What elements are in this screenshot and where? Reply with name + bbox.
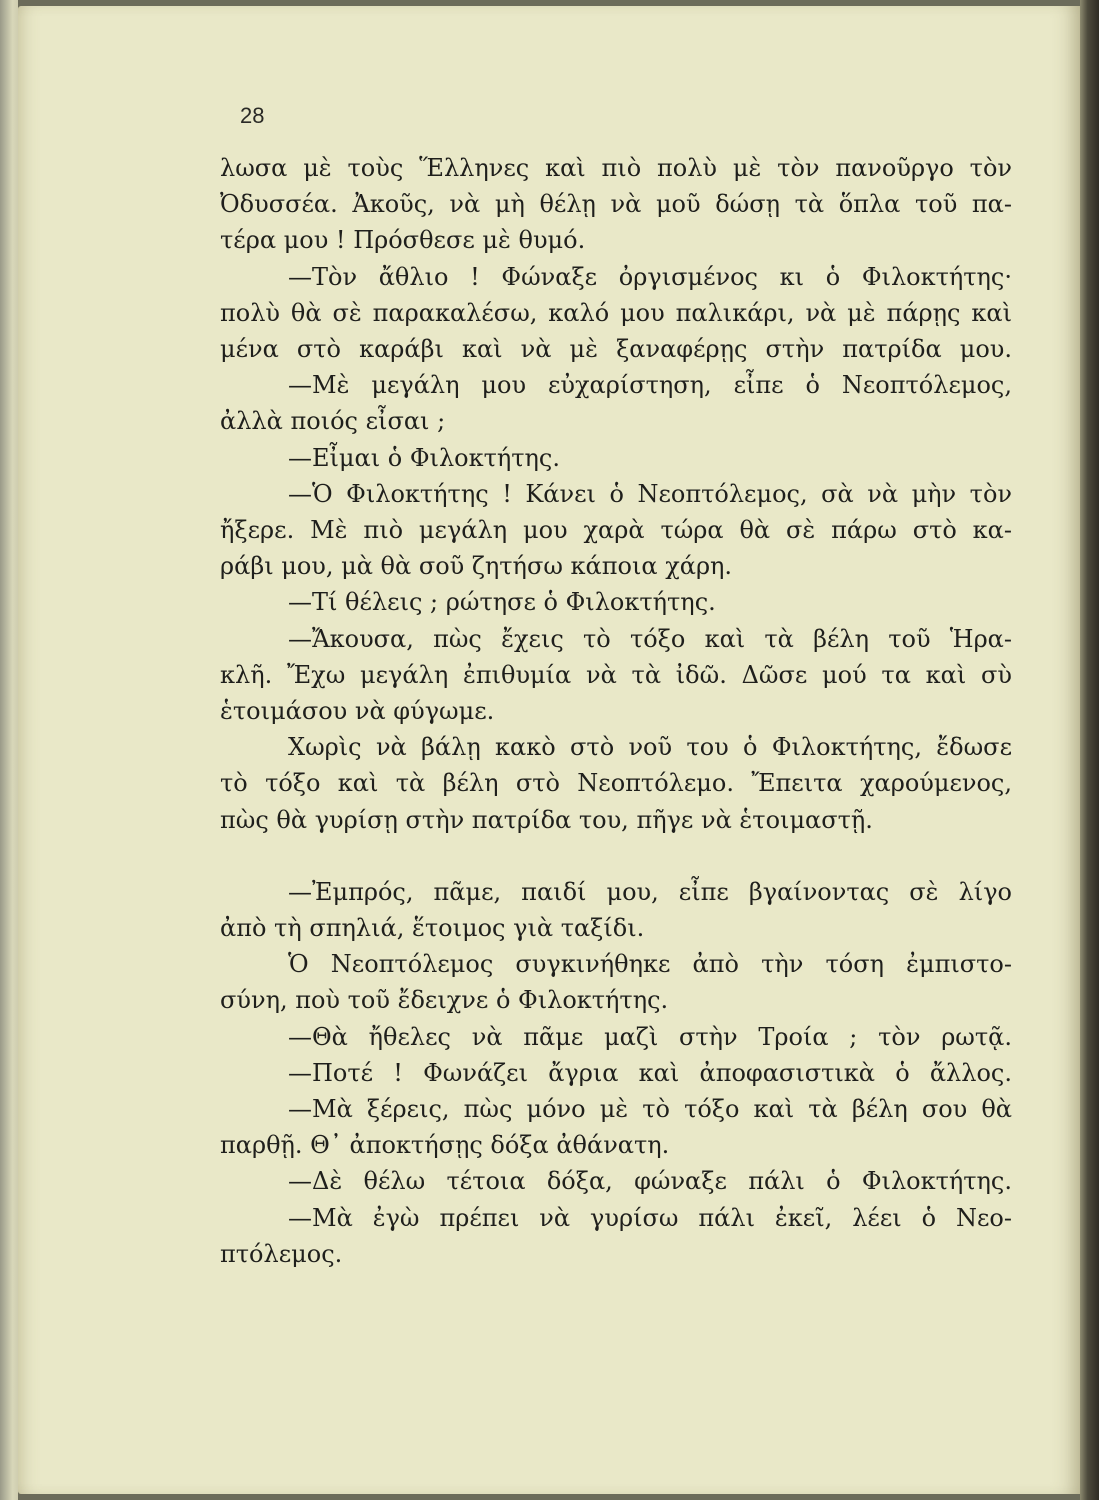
- book-spine-edge: [1080, 0, 1099, 1500]
- text-line: —Τί θέλεις ; ρώτησε ὁ Φιλοκτήτης.: [288, 588, 716, 617]
- text-line: σύνη, ποὺ τοῦ ἔδειχνε ὁ Φιλοκτήτης.: [220, 986, 669, 1015]
- text-line: ἀλλὰ ποιός εἶσαι ;: [220, 407, 446, 436]
- text-line: —Θὰ ἤθελες νὰ πᾶμε μαζὶ στὴν Τροία ; τὸν ρωτᾷ.: [288, 1022, 1012, 1051]
- text-line: μένα στὸ καράβι καὶ νὰ μὲ ξαναφέρῃς στὴν πατρίδα μου.: [220, 335, 1012, 364]
- text-line: πολὺ θὰ σὲ παρακαλέσω, καλό μου παλικάρι, νὰ μὲ πάρῃς καὶ: [220, 298, 1012, 327]
- text-line: Χωρὶς νὰ βάλῃ κακὸ στὸ νοῦ του ὁ Φιλοκτήτης, ἔδωσε: [288, 733, 1012, 762]
- text-line: —Ἄκουσα, πὼς ἔχεις τὸ τόξο καὶ τὰ βέλη τοῦ Ἡρα-: [288, 624, 1012, 653]
- section-gap: [220, 838, 1012, 874]
- text-line: ράβι μου, μὰ θὰ σοῦ ζητήσω κάποια χάρη.: [220, 552, 733, 581]
- body-text: [220, 150, 1012, 1272]
- text-line: λωσα μὲ τοὺς Ἕλληνες καὶ πιὸ πολὺ μὲ τὸν πανοῦργο τὸν: [220, 154, 1012, 182]
- text-line: —Ποτέ ! Φωνάζει ἄγρια καὶ ἀποφασιστικὰ ὁ ἄλλος.: [288, 1058, 1012, 1087]
- text-line: ἀπὸ τὴ σπηλιά, ἕτοιμος γιὰ ταξίδι.: [220, 914, 645, 943]
- text-line: πτόλεμος.: [220, 1239, 343, 1268]
- text-line: —Ὁ Φιλοκτήτης ! Κάνει ὁ Νεοπτόλεμος, σὰ νὰ μὴν τὸν: [288, 479, 1012, 508]
- page-edge: [0, 0, 18, 1500]
- text-line: παρθῇ. Θ᾽ ἀποκτήσῃς δόξα ἀθάνατη.: [220, 1131, 670, 1160]
- text-line: τὸ τόξο καὶ τὰ βέλη στὸ Νεοπτόλεμο. Ἔπειτα χαρούμενος,: [220, 769, 1012, 798]
- text-line: —Δὲ θέλω τέτοια δόξα, φώναξε πάλι ὁ Φιλοκτήτης.: [288, 1167, 1012, 1196]
- text-line: Ὀδυσσέα. Ἀκοῦς, νὰ μὴ θέλῃ νὰ μοῦ δώσῃ τὰ ὅπλα τοῦ πα-: [220, 190, 1012, 219]
- text-line: —Εἶμαι ὁ Φιλοκτήτης.: [288, 443, 560, 472]
- text-line: κλῆ. Ἔχω μεγάλη ἐπιθυμία νὰ τὰ ἰδῶ. Δῶσε μού τα καὶ σὺ: [220, 660, 1012, 689]
- text-line: πὼς θὰ γυρίσῃ στὴν πατρίδα του, πῆγε νὰ ἑτοιμαστῇ.: [220, 805, 873, 834]
- text-line: —Μὰ ξέρεις, πὼς μόνο μὲ τὸ τόξο καὶ τὰ βέλη σου θὰ: [288, 1095, 1012, 1124]
- page-number: 28: [240, 103, 265, 128]
- text-line: Ὁ Νεοπτόλεμος συγκινήθηκε ἀπὸ τὴν τόση ἐμπιστο-: [288, 950, 1012, 979]
- text-line: —Ἐμπρός, πᾶμε, παιδί μου, εἶπε βγαίνοντας σὲ λίγο: [288, 877, 1012, 906]
- text-line: ἑτοιμάσου νὰ φύγωμε.: [220, 697, 495, 726]
- text-line: ἤξερε. Μὲ πιὸ μεγάλη μου χαρὰ τώρα θὰ σὲ πάρω στὸ κα-: [220, 516, 1012, 545]
- text-line: —Μὰ ἐγὼ πρέπει νὰ γυρίσω πάλι ἐκεῖ, λέει ὁ Νεο-: [288, 1203, 1012, 1232]
- text-line: —Τὸν ἄθλιο ! Φώναξε ὀργισμένος κι ὁ Φιλοκτήτης·: [288, 262, 1012, 291]
- text-line: τέρα μου ! Πρόσθεσε μὲ θυμό.: [220, 226, 586, 255]
- text-line: —Μὲ μεγάλη μου εὐχαρίστηση, εἶπε ὁ Νεοπτόλεμος,: [288, 371, 1012, 400]
